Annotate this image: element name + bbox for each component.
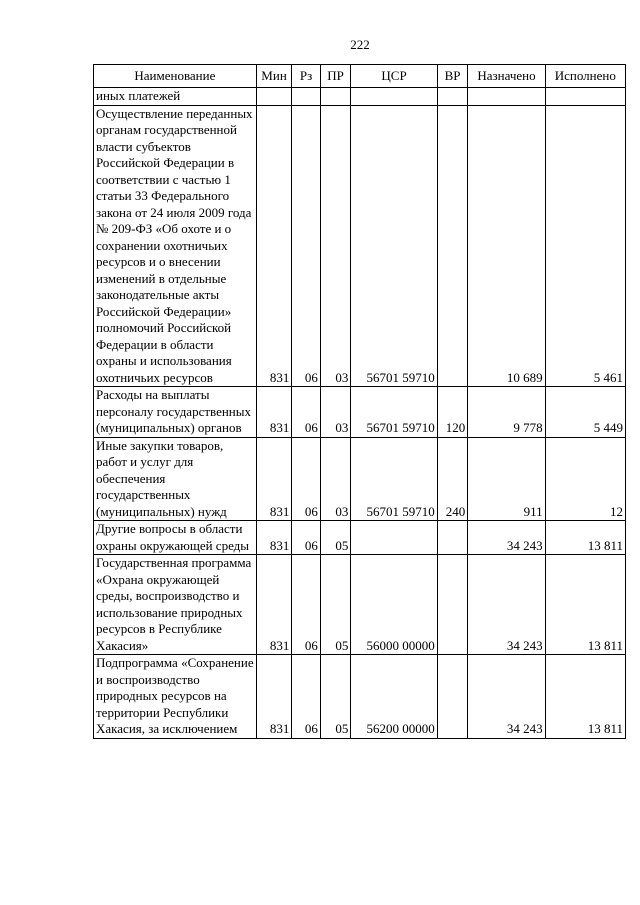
cell-rz: 06	[292, 437, 320, 521]
cell-min: 831	[256, 555, 292, 655]
cell-assigned: 34 243	[468, 521, 545, 555]
cell-assigned: 10 689	[468, 105, 545, 387]
cell-executed: 5 461	[545, 105, 625, 387]
header-rz: Рз	[292, 65, 320, 88]
cell-vr	[437, 655, 468, 739]
cell-executed	[545, 88, 625, 106]
header-pr: ПР	[320, 65, 351, 88]
cell-executed: 13 811	[545, 521, 625, 555]
cell-name: Другие вопросы в области охраны окружающей среды	[94, 521, 257, 555]
cell-name: Иные закупки товаров, работ и услуг для обеспечения государственных (муниципальных) нужд	[94, 437, 257, 521]
cell-csr	[351, 88, 437, 106]
cell-pr: 03	[320, 437, 351, 521]
cell-vr	[437, 105, 468, 387]
cell-min	[256, 88, 292, 106]
cell-executed: 12	[545, 437, 625, 521]
cell-pr: 03	[320, 387, 351, 438]
cell-min: 831	[256, 387, 292, 438]
cell-rz: 06	[292, 521, 320, 555]
table-row	[94, 88, 626, 106]
header-vr: ВР	[437, 65, 468, 88]
table-row	[94, 555, 626, 655]
header-min: Мин	[256, 65, 292, 88]
cell-csr: 56701 59710	[351, 105, 437, 387]
cell-rz: 06	[292, 387, 320, 438]
cell-min: 831	[256, 655, 292, 739]
header-row	[94, 65, 626, 88]
header-name: Наименование	[94, 65, 257, 88]
cell-assigned: 34 243	[468, 555, 545, 655]
cell-name: иных платежей	[94, 88, 257, 106]
cell-vr: 120	[437, 387, 468, 438]
table-row	[94, 105, 626, 387]
table-row	[94, 655, 626, 739]
table-row	[94, 387, 626, 438]
cell-min: 831	[256, 521, 292, 555]
budget-table	[93, 64, 626, 739]
header-executed: Исполнено	[545, 65, 625, 88]
cell-vr	[437, 88, 468, 106]
cell-vr	[437, 521, 468, 555]
cell-pr	[320, 88, 351, 106]
cell-pr: 05	[320, 655, 351, 739]
cell-assigned: 34 243	[468, 655, 545, 739]
cell-executed: 5 449	[545, 387, 625, 438]
cell-csr: 56000 00000	[351, 555, 437, 655]
cell-csr: 56200 00000	[351, 655, 437, 739]
cell-name: Осуществление переданных органам государственной власти субъектов Российской Федерации в соответствии с частью 1 статьи 33 Федерального закона от 24 июля 2009 года № 209-ФЗ «Об охоте и о сохранении охотничьих ресурсов и о внесении изменений в отдельные законодательные акты Российской Федерации» полномочий Российской Федерации в области охраны и использования охотничьих ресурсов	[94, 105, 257, 387]
table-row	[94, 521, 626, 555]
cell-assigned	[468, 88, 545, 106]
cell-min: 831	[256, 105, 292, 387]
cell-name: Расходы на выплаты персоналу государственных (муниципальных) органов	[94, 387, 257, 438]
cell-pr: 05	[320, 555, 351, 655]
table-row	[94, 437, 626, 521]
cell-assigned: 911	[468, 437, 545, 521]
cell-name: Подпрограмма «Сохранение и воспроизводство природных ресурсов на территории Республики Хакасия, за исключением	[94, 655, 257, 739]
header-assigned: Назначено	[468, 65, 545, 88]
cell-min: 831	[256, 437, 292, 521]
cell-pr: 03	[320, 105, 351, 387]
header-csr: ЦСР	[351, 65, 437, 88]
cell-pr: 05	[320, 521, 351, 555]
cell-executed: 13 811	[545, 655, 625, 739]
cell-vr: 240	[437, 437, 468, 521]
cell-rz	[292, 88, 320, 106]
cell-rz: 06	[292, 655, 320, 739]
cell-vr	[437, 555, 468, 655]
cell-assigned: 9 778	[468, 387, 545, 438]
page-number: 222	[350, 37, 370, 52]
cell-rz: 06	[292, 555, 320, 655]
cell-executed: 13 811	[545, 555, 625, 655]
cell-name: Государственная программа «Охрана окружающей среды, воспроизводство и использование природных ресурсов в Республике Хакасия»	[94, 555, 257, 655]
cell-csr	[351, 521, 437, 555]
cell-csr: 56701 59710	[351, 387, 437, 438]
cell-csr: 56701 59710	[351, 437, 437, 521]
cell-rz: 06	[292, 105, 320, 387]
